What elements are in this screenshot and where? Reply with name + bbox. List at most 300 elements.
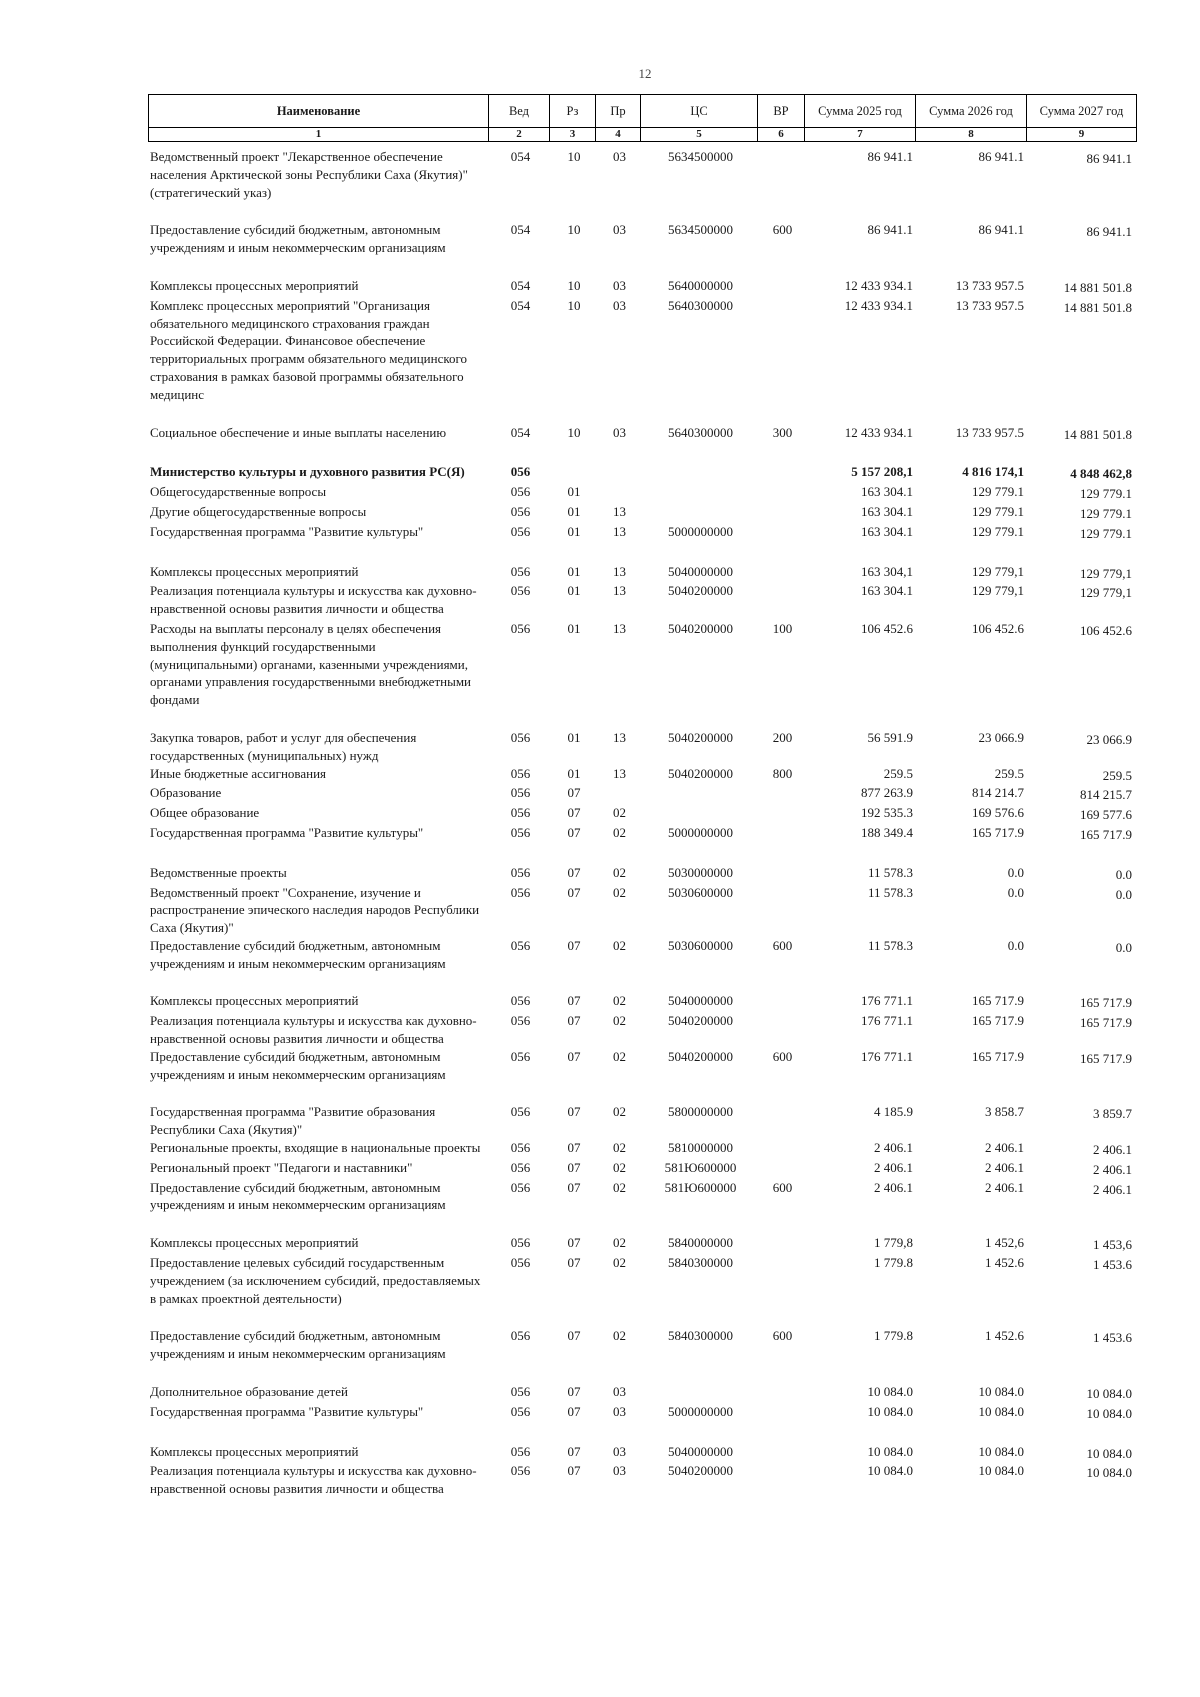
row-sum-2026: 4 816 174,1: [962, 464, 1024, 480]
row-pr: 13: [613, 765, 626, 781]
row-rz: 07: [567, 1159, 581, 1175]
row-sum-2026: 169 576.6: [972, 805, 1024, 821]
row-sum-2025: 176 771.1: [861, 1048, 913, 1064]
row-cs: [642, 483, 759, 503]
table-row: [148, 297, 1138, 424]
header-index: 2: [489, 128, 550, 142]
row-vr: [759, 277, 806, 297]
row-pr: 02: [613, 1048, 626, 1064]
row-sum-2027: 0.0: [1115, 886, 1132, 902]
row-ved: 056: [510, 1013, 531, 1029]
row-vr: [759, 1012, 806, 1048]
row-name: Предоставление субсидий бюджетным, автономным учреждениям и иным некоммерческим организациям: [150, 937, 446, 971]
row-sum-2025: 2 406.1: [874, 1140, 913, 1156]
row-cs: 5640300000: [668, 424, 733, 440]
row-sum-2027: 129 779.1: [1080, 525, 1132, 541]
row-sum-2027: 129 779.1: [1080, 486, 1132, 502]
row-vr: [759, 1159, 806, 1179]
row-vr: [759, 804, 806, 824]
row-sum-2025: 2 406.1: [874, 1179, 913, 1195]
row-sum-2027: 4 848 462,8: [1070, 466, 1132, 482]
table-row: [148, 1179, 1138, 1235]
row-sum-2027: 1 453,6: [1093, 1237, 1132, 1253]
table-row: [148, 503, 1138, 523]
row-rz: 01: [567, 765, 581, 781]
row-ved: 056: [510, 620, 531, 636]
row-rz: 01: [567, 484, 581, 500]
row-cs: 5840300000: [668, 1255, 733, 1271]
table-row: [148, 463, 1138, 483]
row-pr: 02: [613, 864, 626, 880]
row-ved: 056: [510, 1048, 531, 1064]
row-sum-2026: 86 941.1: [978, 149, 1024, 164]
row-ved: 056: [510, 805, 531, 821]
row-cs: 5040200000: [668, 620, 733, 636]
row-name: Комплексы процессных мероприятий: [150, 993, 359, 1009]
row-sum-2025: 11 578.3: [867, 864, 913, 880]
row-sum-2026: 1 452.6: [985, 1328, 1024, 1344]
row-sum-2027: 0.0: [1115, 939, 1132, 955]
row-cs: 5000000000: [668, 1403, 733, 1419]
row-name: Комплексы процессных мероприятий: [150, 1235, 359, 1251]
row-vr: [759, 563, 806, 583]
row-vr: [759, 1462, 806, 1498]
row-vr: [759, 992, 806, 1012]
header-vr: ВР: [758, 95, 805, 128]
row-rz: 07: [567, 1255, 581, 1271]
table-row: [148, 765, 1138, 785]
row-cs: 5040000000: [668, 563, 733, 579]
row-rz: 07: [567, 785, 581, 801]
row-pr: 03: [613, 297, 626, 313]
row-sum-2027: 10 084.0: [1086, 1465, 1132, 1481]
row-sum-2027: 165 717.9: [1080, 995, 1132, 1011]
table-row: [148, 824, 1138, 864]
row-name: Расходы на выплаты персоналу в целях обеспечения выполнения функций государственными (муниципальными) органами, казенными учреждениями, органами управления государственными внебюджетными фондами: [150, 620, 472, 708]
row-sum-2026: 10 084.0: [978, 1403, 1024, 1419]
row-sum-2025: 163 304,1: [861, 563, 913, 579]
row-ved: 054: [510, 424, 531, 440]
row-pr: 02: [613, 1179, 626, 1195]
row-pr: 02: [613, 937, 626, 953]
row-ved: 056: [510, 503, 531, 519]
row-sum-2025: 86 941.1: [867, 149, 913, 164]
row-name: Комплексы процессных мероприятий: [150, 277, 359, 293]
row-sum-2027: 86 941.1: [1086, 224, 1132, 240]
row-pr: 13: [613, 729, 626, 745]
table-row: [148, 1327, 1138, 1383]
row-pr: 13: [613, 523, 626, 539]
row-name: Предоставление субсидий бюджетным, автономным учреждениям и иным некоммерческим организациям: [150, 222, 446, 256]
table-row: [148, 582, 1138, 620]
row-pr: 03: [613, 424, 626, 440]
row-name: Комплексы процессных мероприятий: [150, 563, 359, 579]
row-sum-2025: 163 304.1: [861, 523, 913, 539]
row-ved: 056: [510, 1328, 531, 1344]
row-rz: 07: [567, 1013, 581, 1029]
header-rz: Рз: [550, 95, 596, 128]
row-cs: 581Ю600000: [664, 1179, 737, 1195]
table-row: [148, 1139, 1138, 1159]
row-name: Комплекс процессных мероприятий "Организация обязательного медицинского страхования граждан Российской Федерации. Финансовое обеспечение территориальных программ обязательного медицинского страхования в рамках базовой программы обязательного медицинс: [150, 297, 468, 402]
row-pr: 13: [613, 620, 626, 636]
row-ved: 056: [510, 1235, 531, 1251]
row-sum-2027: 86 941.1: [1086, 151, 1132, 166]
row-cs: 5040200000: [668, 729, 733, 745]
table-row: [148, 1254, 1138, 1327]
row-ved: 056: [510, 729, 531, 745]
row-cs: 5800000000: [668, 1104, 733, 1120]
row-name: Реализация потенциала культуры и искусства как духовно-нравственной основы развития личности и общества: [150, 1013, 477, 1047]
row-sum-2026: 129 779.1: [972, 523, 1024, 539]
table-row: [148, 1443, 1138, 1463]
row-sum-2025: 259.5: [883, 765, 913, 781]
row-sum-2025: 56 591.9: [867, 729, 913, 745]
row-name: Комплексы процессных мероприятий: [150, 1443, 359, 1459]
row-pr: 02: [613, 993, 626, 1009]
row-ved: 056: [510, 484, 531, 500]
row-name: Предоставление целевых субсидий государственным учреждением (за исключением субсидий, предоставляемых в рамках проектной деятельности): [150, 1255, 481, 1306]
table-row: [148, 523, 1138, 563]
row-sum-2026: 0.0: [1007, 937, 1024, 953]
row-cs: 581Ю600000: [664, 1159, 737, 1175]
row-rz: 01: [567, 563, 581, 579]
row-vr: [759, 1139, 806, 1159]
row-rz: 07: [567, 1443, 581, 1459]
table-row: [148, 483, 1138, 503]
row-sum-2026: 129 779.1: [972, 503, 1024, 519]
header-pr: Пр: [596, 95, 641, 128]
header-name: Наименование: [149, 95, 489, 128]
row-sum-2027: 129 779,1: [1080, 585, 1132, 601]
row-sum-2026: 13 733 957.5: [955, 277, 1024, 293]
row-sum-2025: 1 779.8: [874, 1328, 913, 1344]
row-pr: 03: [613, 277, 626, 293]
header-row: [149, 95, 1137, 128]
row-cs: 5040200000: [668, 765, 733, 781]
table-row: [148, 221, 1138, 277]
row-cs: [642, 503, 759, 523]
row-sum-2026: 13 733 957.5: [955, 297, 1024, 313]
row-sum-2026: 129 779,1: [972, 583, 1024, 599]
row-sum-2025: 4 185.9: [874, 1104, 913, 1120]
row-sum-2026: 165 717.9: [972, 1048, 1024, 1064]
row-name: Государственная программа "Развитие образования Республики Саха (Якутия)": [150, 1104, 436, 1138]
row-sum-2027: 14 881 501.8: [1063, 279, 1132, 295]
row-sum-2025: 163 304.1: [861, 503, 913, 519]
row-ved: 056: [510, 1443, 531, 1459]
row-sum-2025: 5 157 208,1: [851, 464, 913, 480]
row-pr: 03: [613, 1384, 626, 1400]
table-row: [148, 729, 1138, 765]
header-index: 7: [805, 128, 916, 142]
row-ved: 056: [510, 523, 531, 539]
row-name: Общее образование: [150, 805, 260, 821]
table-row: [148, 1103, 1138, 1139]
row-sum-2027: 2 406.1: [1093, 1181, 1132, 1197]
row-cs: [642, 804, 759, 824]
table-row: [148, 884, 1138, 937]
row-ved: 054: [510, 222, 531, 238]
budget-table: [148, 148, 1138, 1498]
row-vr: [759, 1234, 806, 1254]
row-sum-2027: 259.5: [1102, 767, 1132, 783]
row-pr: 13: [613, 583, 626, 599]
row-vr: 600: [772, 1328, 793, 1344]
row-rz: 07: [567, 884, 581, 900]
row-vr: [759, 582, 806, 620]
row-ved: 056: [510, 464, 531, 480]
row-sum-2027: 1 453.6: [1093, 1330, 1132, 1346]
table-row: [148, 1383, 1138, 1403]
row-cs: 5634500000: [668, 149, 733, 164]
row-vr: [759, 463, 806, 483]
row-sum-2025: 176 771.1: [861, 1013, 913, 1029]
row-sum-2025: 10 084.0: [867, 1443, 913, 1459]
row-vr: [759, 884, 806, 937]
row-sum-2025: 192 535.3: [861, 805, 913, 821]
row-cs: 5840000000: [668, 1235, 733, 1251]
table-row: [148, 563, 1138, 583]
row-cs: 5030000000: [668, 864, 733, 880]
row-rz: [551, 463, 597, 483]
row-sum-2026: 3 858.7: [985, 1104, 1024, 1120]
row-name: Предоставление субсидий бюджетным, автономным учреждениям и иным некоммерческим организациям: [150, 1328, 446, 1362]
row-sum-2026: 10 084.0: [978, 1463, 1024, 1479]
row-pr: 02: [613, 1235, 626, 1251]
row-pr: 03: [613, 1443, 626, 1459]
row-sum-2025: 188 349.4: [861, 824, 913, 840]
row-name: Ведомственный проект "Сохранение, изучение и распространение эпического наследия народов Республики Саха (Якутия)": [150, 884, 480, 936]
row-sum-2026: 814 214.7: [972, 785, 1024, 801]
row-rz: 01: [567, 583, 581, 599]
row-name: Предоставление субсидий бюджетным, автономным учреждениям и иным некоммерческим организациям: [150, 1048, 446, 1082]
row-sum-2026: 13 733 957.5: [955, 424, 1024, 440]
row-ved: 056: [510, 765, 531, 781]
row-vr: [759, 1403, 806, 1443]
row-vr: [759, 1383, 806, 1403]
header-index: 4: [596, 128, 641, 142]
row-ved: 056: [510, 1463, 531, 1479]
header-sum-2026: Сумма 2026 год: [916, 95, 1027, 128]
row-name: Региональный проект "Педагоги и наставники": [150, 1159, 413, 1175]
row-sum-2026: 86 941.1: [978, 222, 1024, 238]
row-sum-2027: 3 859.7: [1093, 1106, 1132, 1122]
header-index: 1: [149, 128, 489, 142]
row-vr: 600: [772, 222, 793, 238]
row-ved: 056: [510, 884, 531, 900]
row-vr: [759, 784, 806, 804]
row-sum-2025: 12 433 934.1: [844, 277, 913, 293]
row-rz: 07: [567, 1463, 581, 1479]
row-sum-2026: 1 452,6: [985, 1235, 1024, 1251]
table-row: [148, 1234, 1138, 1254]
row-name: Дополнительное образование детей: [150, 1384, 348, 1400]
row-cs: 5030600000: [668, 884, 733, 900]
row-sum-2025: 10 084.0: [867, 1403, 913, 1419]
row-sum-2027: 165 717.9: [1080, 826, 1132, 842]
row-ved: 056: [510, 993, 531, 1009]
row-ved: 056: [510, 785, 531, 801]
row-sum-2027: 10 084.0: [1086, 1405, 1132, 1421]
row-pr: 02: [613, 1013, 626, 1029]
table-row: [148, 1048, 1138, 1104]
row-name: Ведомственный проект "Лекарственное обеспечение населения Арктической зоны Республики Саха (Якутия)" (стратегический указ): [150, 149, 468, 200]
row-sum-2027: 106 452.6: [1080, 622, 1132, 638]
row-name: Государственная программа "Развитие культуры": [150, 824, 424, 840]
table-row: [148, 1462, 1138, 1498]
row-sum-2026: 10 084.0: [978, 1443, 1024, 1459]
row-pr: 13: [613, 563, 626, 579]
row-vr: 100: [772, 620, 793, 636]
table-row: [148, 804, 1138, 824]
row-sum-2026: 165 717.9: [972, 1013, 1024, 1029]
table-body: [148, 148, 1138, 1498]
row-pr: 02: [613, 1104, 626, 1120]
row-sum-2026: 106 452.6: [972, 620, 1024, 636]
row-cs: 5040000000: [668, 993, 733, 1009]
row-ved: 056: [510, 563, 531, 579]
row-sum-2025: 12 433 934.1: [844, 424, 913, 440]
row-rz: 10: [567, 424, 581, 440]
row-rz: 01: [567, 523, 581, 539]
row-ved: 056: [510, 583, 531, 599]
row-name: Ведомственные проекты: [150, 864, 287, 880]
row-vr: 800: [772, 765, 793, 781]
row-name: Региональные проекты, входящие в национальные проекты: [150, 1140, 481, 1156]
row-rz: 07: [567, 1328, 581, 1344]
row-ved: 054: [510, 297, 531, 313]
row-rz: 07: [567, 1384, 581, 1400]
header-index: 3: [550, 128, 596, 142]
header-index: 8: [916, 128, 1027, 142]
row-cs: 5000000000: [668, 824, 733, 840]
row-rz: 10: [567, 297, 581, 313]
row-sum-2025: 163 304.1: [861, 583, 913, 599]
row-vr: [759, 523, 806, 563]
row-vr: [759, 148, 806, 221]
row-sum-2027: 129 779.1: [1080, 505, 1132, 521]
row-rz: 07: [567, 1179, 581, 1195]
table-row: [148, 148, 1138, 221]
row-sum-2025: 11 578.3: [867, 884, 913, 900]
row-cs: 5040000000: [668, 1443, 733, 1459]
row-cs: 5040200000: [668, 1048, 733, 1064]
row-sum-2026: 2 406.1: [985, 1140, 1024, 1156]
row-vr: 600: [772, 1048, 793, 1064]
row-sum-2027: 2 406.1: [1093, 1142, 1132, 1158]
table-row: [148, 937, 1138, 993]
row-vr: 600: [772, 1179, 793, 1195]
row-sum-2025: 2 406.1: [874, 1159, 913, 1175]
row-sum-2027: 1 453.6: [1093, 1257, 1132, 1273]
row-rz: 07: [567, 993, 581, 1009]
row-vr: 600: [772, 937, 793, 953]
row-cs: 5040200000: [668, 583, 733, 599]
row-sum-2025: 106 452.6: [861, 620, 913, 636]
row-rz: 01: [567, 503, 581, 519]
header-index: 9: [1027, 128, 1137, 142]
row-sum-2027: 23 066.9: [1086, 731, 1132, 747]
row-sum-2026: 0.0: [1007, 864, 1024, 880]
row-rz: 10: [567, 277, 581, 293]
row-pr: 02: [613, 1140, 626, 1156]
row-sum-2026: 129 779.1: [972, 484, 1024, 500]
row-vr: [759, 503, 806, 523]
header-ved: Вед: [489, 95, 550, 128]
row-name: Другие общегосударственные вопросы: [150, 503, 367, 519]
row-sum-2026: 165 717.9: [972, 824, 1024, 840]
row-sum-2027: 165 717.9: [1080, 1015, 1132, 1031]
row-name: Государственная программа "Развитие культуры": [150, 523, 424, 539]
row-sum-2025: 1 779.8: [874, 1255, 913, 1271]
table-header: [148, 94, 1137, 142]
row-ved: 056: [510, 1403, 531, 1419]
header-sum-2025: Сумма 2025 год: [805, 95, 916, 128]
row-rz: 07: [567, 1104, 581, 1120]
row-sum-2027: 10 084.0: [1086, 1386, 1132, 1402]
row-vr: [759, 297, 806, 424]
row-name: Государственная программа "Развитие культуры": [150, 1403, 424, 1419]
table-row: [148, 992, 1138, 1012]
row-rz: 07: [567, 864, 581, 880]
row-name: Предоставление субсидий бюджетным, автономным учреждениям и иным некоммерческим организациям: [150, 1179, 446, 1213]
row-sum-2027: 14 881 501.8: [1063, 299, 1132, 315]
row-sum-2026: 0.0: [1007, 884, 1024, 900]
header-index: 6: [758, 128, 805, 142]
header-cs: ЦС: [641, 95, 758, 128]
row-name: Реализация потенциала культуры и искусства как духовно-нравственной основы развития личности и общества: [150, 1463, 477, 1497]
row-sum-2025: 10 084.0: [867, 1384, 913, 1400]
row-pr: 03: [613, 222, 626, 238]
row-sum-2025: 12 433 934.1: [844, 297, 913, 313]
row-pr: 03: [613, 1403, 626, 1419]
row-vr: [759, 824, 806, 864]
row-cs: 5030600000: [668, 937, 733, 953]
row-name: Министерство культуры и духовного развития РС(Я): [150, 464, 465, 480]
row-cs: [642, 784, 759, 804]
row-sum-2027: 129 779,1: [1080, 565, 1132, 581]
row-ved: 056: [510, 1179, 531, 1195]
row-pr: 02: [613, 805, 626, 821]
row-ved: 056: [510, 1140, 531, 1156]
row-sum-2026: 129 779,1: [972, 563, 1024, 579]
row-name: Иные бюджетные ассигнования: [150, 765, 327, 781]
row-sum-2026: 259.5: [994, 765, 1024, 781]
row-sum-2026: 2 406.1: [985, 1159, 1024, 1175]
table-row: [148, 1012, 1138, 1048]
row-cs: [642, 463, 759, 483]
row-sum-2027: 14 881 501.8: [1063, 426, 1132, 442]
row-sum-2027: 0.0: [1115, 866, 1132, 882]
row-cs: 5040200000: [668, 1463, 733, 1479]
row-ved: 056: [510, 824, 531, 840]
row-rz: 10: [567, 149, 581, 164]
row-cs: 5040200000: [668, 1013, 733, 1029]
table-row: [148, 784, 1138, 804]
row-rz: 10: [567, 222, 581, 238]
row-name: Образование: [150, 785, 222, 801]
row-vr: [759, 1443, 806, 1463]
row-name: Закупка товаров, работ и услуг для обеспечения государственных (муниципальных) нужд: [150, 729, 417, 763]
table-row: [148, 620, 1138, 729]
row-pr: [597, 463, 642, 483]
table-row: [148, 424, 1138, 464]
row-ved: 054: [510, 277, 531, 293]
row-vr: [759, 864, 806, 884]
row-cs: 5840300000: [668, 1328, 733, 1344]
row-vr: 300: [772, 424, 793, 440]
